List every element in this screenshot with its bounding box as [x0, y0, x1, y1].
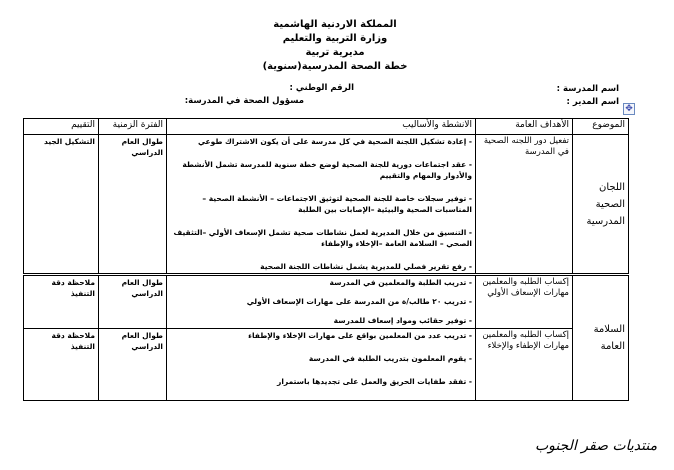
topic-cell: السلامة العامة: [573, 275, 629, 401]
evaluation-cell: ملاحظة دقة التنفيذ: [24, 275, 99, 329]
goal-cell: إكساب الطلبه والمعلمين مهارات الإطفاء والإخلاء: [476, 329, 573, 401]
activity-item: - توفير سجلات خاصة للجنة الصحية لتوثيق الاجتماعات – الأنشطة الصحية – المناسبات الصحية والبيئية –الإصابات بين الطلبة: [202, 194, 472, 214]
forum-watermark: منتديات صقر الجنوب: [535, 438, 658, 454]
table-row: [24, 275, 629, 329]
goal-cell: تفعيل دور اللجنه الصحية في المدرسة: [476, 135, 573, 275]
period-cell: طوال العام الدراسي: [99, 275, 167, 329]
col-goals: الأهداف العامة: [476, 119, 573, 135]
plan-title: خطة الصحة المدرسية(سنوية): [262, 61, 408, 72]
activities-cell: [167, 329, 476, 401]
activity-item: - تدريب الطلبة والمعلمين في المدرسة: [329, 278, 472, 287]
national-id-label: الرقم الوطني :: [289, 83, 354, 93]
goal-cell: إكساب الطلبه والمعلمين مهارات الإسعاف الأولي: [476, 275, 573, 329]
health-plan-table: [23, 118, 629, 401]
activity-item: - توفير حقائب ومواد إسعاف للمدرسة: [333, 316, 472, 325]
activity-item: - عقد اجتماعات دورية للجنة الصحية لوضع خطة سنوية للمدرسة تشمل الأنشطة والأدوار والمهام والتقييم: [182, 160, 472, 180]
activity-item: - تفقد طفايات الحريق والعمل على تجديدها باستمرار: [277, 377, 472, 386]
activity-item: - تدريب ٢٠ طالب/ة من المدرسة على مهارات الإسعاف الأولي: [246, 297, 472, 306]
directorate-title: مديرية تربية: [305, 47, 365, 58]
health-officer-label: مسؤول الصحة في المدرسة:: [184, 96, 304, 106]
col-topic: الموضوع: [573, 119, 629, 135]
activity-item: - التنسيق من خلال المديرية لعمل نشاطات صحية تشمل الإسعاف الأولي –التثقيف الصحي – السلامة العامة –الإخلاء والإطفاء: [173, 228, 472, 248]
activities-cell: [167, 135, 476, 275]
col-evaluation: التقييم: [24, 119, 99, 135]
period-cell: طوال العام الدراسي: [99, 329, 167, 401]
table-row: [24, 329, 629, 401]
activity-item: - تدريب عدد من المعلمين بواقع على مهارات الإخلاء والإطفاء: [248, 331, 472, 340]
principal-label: اسم المدير :: [566, 97, 619, 107]
period-cell: طوال العام الدراسي: [99, 135, 167, 275]
activity-item: - رفع تقرير فصلي للمديرية يشمل نشاطات اللجنة الصحية: [260, 262, 472, 271]
table-row: [24, 135, 629, 275]
school-name-label: اسم المدرسة :: [556, 84, 619, 94]
activities-cell: [167, 275, 476, 329]
table-header-row: [24, 119, 629, 135]
evaluation-cell: التشكيل الجيد: [24, 135, 99, 275]
kingdom-title: المملكة الاردنية الهاشمية: [273, 19, 397, 30]
ministry-title: وزارة التربية والتعليم: [282, 33, 388, 44]
evaluation-cell: ملاحظة دقة التنفيذ: [24, 329, 99, 401]
table-move-handle-icon[interactable]: ✥: [623, 103, 635, 115]
activity-item: - إعادة تشكيل اللجنة الصحية في كل مدرسة على أن يكون الاشتراك طوعي: [197, 137, 472, 146]
topic-cell: اللجان الصحية المدرسية: [573, 135, 629, 275]
col-period: الفترة الزمنية: [99, 119, 167, 135]
activity-item: - يقوم المعلمون بتدريب الطلبة في المدرسة: [308, 354, 472, 363]
col-activities: الانشطة والأساليب: [167, 119, 476, 135]
header-title-block: [190, 18, 480, 74]
